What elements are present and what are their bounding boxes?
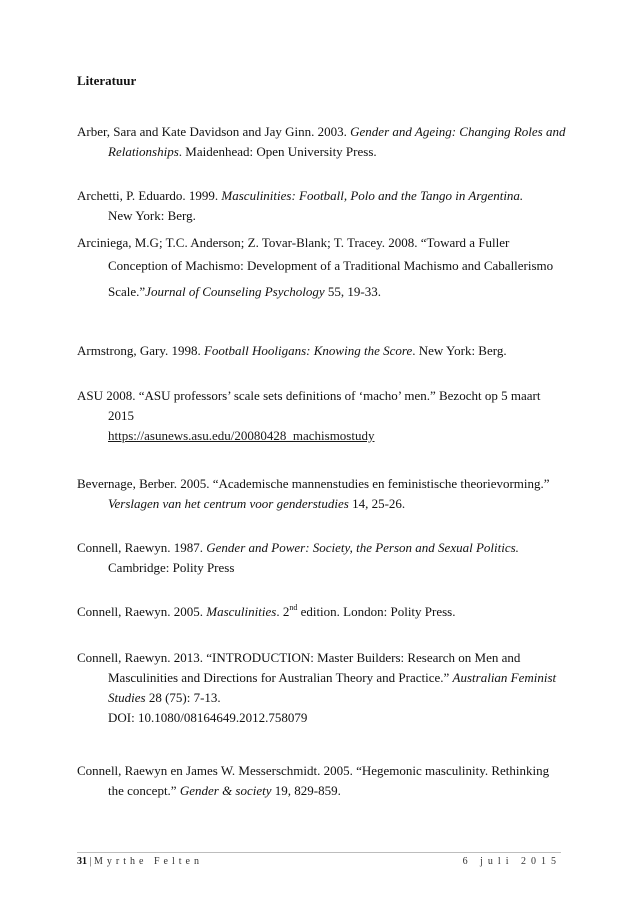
- reference-line: [77, 253, 577, 279]
- reference-entry: [77, 602, 577, 622]
- reference-line: [77, 688, 577, 708]
- footer-separator: |: [87, 856, 95, 867]
- reference-line: [77, 122, 577, 142]
- reference-text: 2015: [108, 408, 134, 423]
- reference-line: [77, 494, 577, 514]
- reference-text: Connell, Raewyn en James W. Messerschmidt. 2005. “Hegemonic masculinity. Rethinking: [77, 763, 550, 778]
- italic-title: Gender & society: [179, 783, 272, 798]
- reference-line: [77, 142, 577, 162]
- superscript-text: nd: [289, 603, 298, 612]
- reference-text: Armstrong, Gary. 1998.: [77, 343, 204, 358]
- italic-title: Relationships: [108, 144, 179, 159]
- reference-line: [77, 781, 577, 801]
- reference-text: Cambridge: Polity Press: [108, 560, 235, 575]
- reference-text: Conception of Machismo: Development of a Traditional Machismo and Caballerismo: [108, 258, 554, 273]
- italic-title: Gender and Ageing: Changing Roles and: [350, 124, 566, 139]
- reference-text: Connell, Raewyn. 2013. “INTRODUCTION: Master Builders: Research on Men and: [77, 650, 521, 665]
- reference-text: Masculinities and Directions for Australian Theory and Practice.”: [108, 670, 453, 685]
- italic-title: Journal of Counseling Psychology: [145, 284, 325, 299]
- reference-text: Connell, Raewyn. 1987.: [77, 540, 207, 555]
- reference-text: Arciniega, M.G; T.C. Anderson; Z. Tovar-Blank; T. Tracey. 2008. “Toward a Fuller: [77, 235, 510, 250]
- reference-entry: [77, 648, 577, 728]
- reference-entry: [77, 122, 577, 162]
- reference-line: [77, 474, 577, 494]
- reference-line: [77, 602, 577, 622]
- reference-entry: [77, 761, 577, 801]
- italic-title: Masculinities: Football, Polo and the Tango in Argentina.: [221, 188, 524, 203]
- reference-text: New York: Berg.: [108, 208, 196, 223]
- reference-text: . 2: [276, 604, 290, 619]
- reference-line: [77, 341, 577, 361]
- reference-text: ASU 2008. “ASU professors’ scale sets definitions of ‘macho’ men.” Bezocht op 5 maart: [77, 388, 541, 403]
- reference-line: [77, 761, 577, 781]
- italic-title: Verslagen van het centrum voor genderstudies: [108, 496, 349, 511]
- reference-line: [77, 386, 577, 406]
- reference-entry: [77, 386, 577, 446]
- reference-entry: [77, 341, 577, 361]
- reference-line: [77, 279, 577, 305]
- reference-entry: [77, 233, 577, 305]
- italic-title: Masculinities: [206, 604, 277, 619]
- reference-text: 19, 829-859.: [271, 783, 341, 798]
- footer-page-info: [77, 856, 203, 867]
- reference-text: . New York: Berg.: [412, 343, 507, 358]
- reference-text: . Maidenhead: Open University Press.: [178, 144, 377, 159]
- reference-text: DOI: 10.1080/08164649.2012.758079: [108, 710, 308, 725]
- reference-line: [77, 406, 577, 426]
- reference-line: [77, 708, 577, 728]
- footer-date: 6 juli 2015: [462, 856, 561, 867]
- reference-line: [77, 538, 577, 558]
- reference-entry: [77, 474, 577, 514]
- italic-title: Gender and Power: Society, the Person and Sexual Politics.: [206, 540, 519, 555]
- reference-line: [77, 426, 577, 446]
- reference-text: Arber, Sara and Kate Davidson and Jay Ginn. 2003.: [77, 124, 351, 139]
- reference-text: edition. London: Polity Press.: [297, 604, 456, 619]
- page-heading: Literatuur: [77, 73, 137, 88]
- reference-text: Connell, Raewyn. 2005.: [77, 604, 207, 619]
- reference-entry: [77, 538, 577, 578]
- reference-line: [77, 186, 577, 206]
- reference-text: 28 (75): 7-13.: [145, 690, 221, 705]
- reference-line: [77, 668, 577, 688]
- page-number: 31: [77, 856, 87, 867]
- reference-line: [77, 206, 577, 226]
- footer-divider: [77, 852, 561, 853]
- reference-entry: [77, 186, 577, 226]
- reference-text: 14, 25-26.: [348, 496, 406, 511]
- italic-title: Studies: [108, 690, 146, 705]
- italic-title: Football Hooligans: Knowing the Score: [203, 343, 413, 358]
- italic-title: Australian Feminist: [452, 670, 557, 685]
- reference-text: the concept.”: [108, 783, 180, 798]
- footer-author: Myrthe Felten: [94, 856, 203, 867]
- reference-line: [77, 648, 577, 668]
- reference-text: Bevernage, Berber. 2005. “Academische mannenstudies en feministische theorievorming.”: [77, 476, 550, 491]
- reference-link[interactable]: https://asunews.asu.edu/20080428_machismostudy: [108, 428, 375, 443]
- reference-text: Scale.”: [108, 284, 146, 299]
- reference-text: 55, 19-33.: [324, 284, 381, 299]
- reference-text: Archetti, P. Eduardo. 1999.: [77, 188, 222, 203]
- reference-line: [77, 233, 577, 253]
- reference-line: [77, 558, 577, 578]
